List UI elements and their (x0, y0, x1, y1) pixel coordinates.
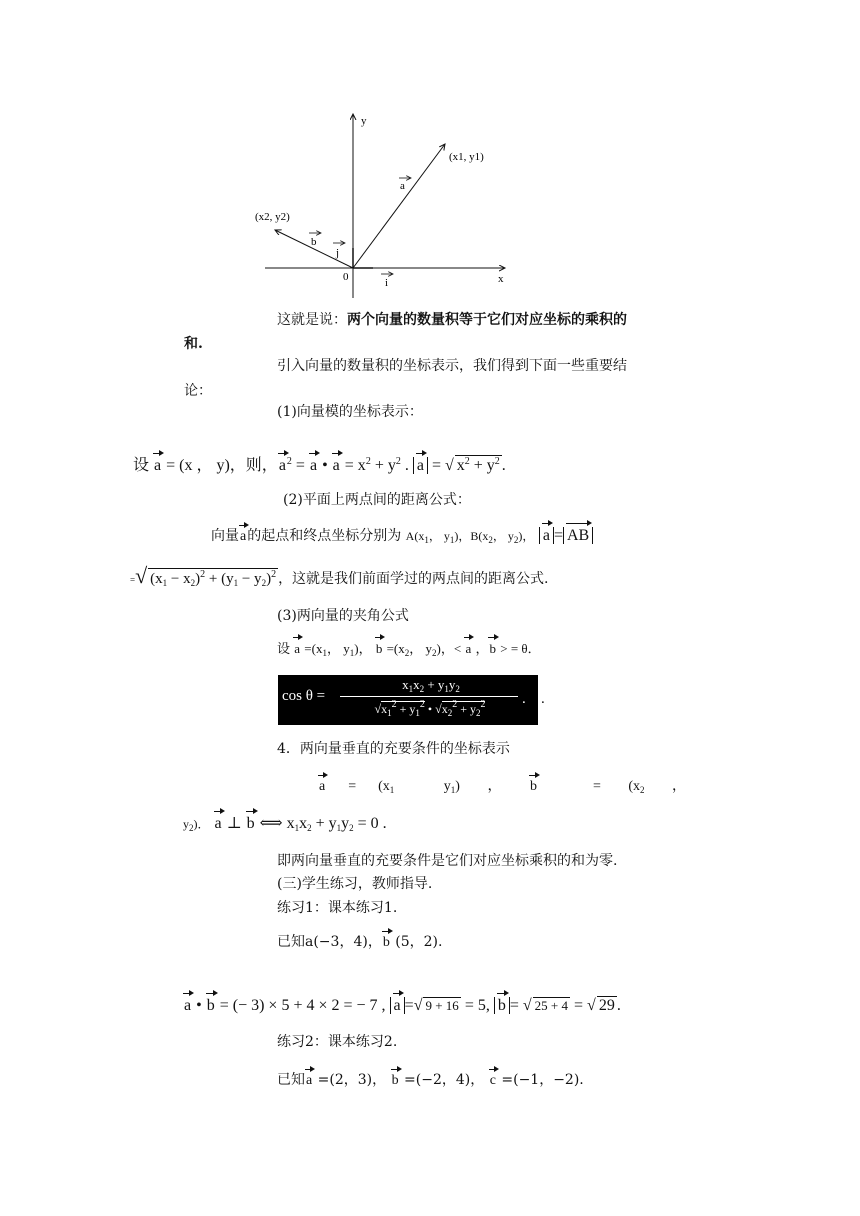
perp-conclusion: 即两向量垂直的充要条件是它们对应坐标乘积的和为零. (277, 853, 618, 869)
exercise2-given-d: =(−1，−2). (501, 1072, 584, 1088)
vector-i-label: i (385, 277, 389, 289)
exercise2-given: 已知a =(2，3)， b =(−2，4)， c =(−1，−2). (277, 1072, 584, 1088)
y-axis-label: y (361, 115, 367, 127)
exercise2-given-c: =(−2，4)， (404, 1072, 485, 1088)
statement-line (277, 309, 627, 329)
intro-cont: 论： (184, 383, 212, 399)
origin-label: 0 (343, 271, 349, 283)
vector-a-line (353, 144, 445, 268)
perp-coords-line: a = ($x_1$ $y_1$) ， b = ($x_2$ ， (319, 779, 687, 795)
point-b-label: (x2, y2) (255, 211, 290, 223)
exercise1-title: 练习1：课本练习1. (277, 900, 398, 916)
heading-distance: (2)平面上两点间的距离公式： (283, 492, 471, 508)
perp-condition: $y_2$)． a ⊥ b ⟺ $x_1x_2 + y_1y_2 = 0$ . (183, 815, 387, 833)
vector-j-label: j (336, 247, 340, 259)
exercise1-given-b: (5，2). (395, 934, 443, 950)
statement-cont: 和. (184, 336, 203, 352)
exercise2-given-a: 已知 (277, 1072, 305, 1088)
exercise2-given-b: =(2，3)， (317, 1072, 387, 1088)
vector-b-label: b (311, 236, 317, 248)
distance-formula: =√ $(x_1 - x_2)^2 + (y_1 - y_2)^2$ ，这就是我们前面学过的两点间的距离公式. (130, 563, 549, 588)
x-axis-label: x (498, 273, 504, 285)
intro-line: 引入向量的数量积的坐标表示，我们得到下面一些重要结 (277, 358, 627, 374)
statement-bold: 两个向量的数量积等于它们对应坐标的乘积的 (347, 312, 627, 328)
exercise1-given: 已知a(−3，4)，b (5，2). (277, 934, 443, 950)
cosine-formula-box: cos θ = $x_1x_2 + y_1y_2$ $√x_1^2 + y_1^2$ • $√x_2^2 + y_2^2$ . (278, 675, 538, 725)
distance-text-a: 向量 (211, 528, 239, 544)
angle-setup: 设 $a =(x_1$， $y_1$)， $b =(x_2$， $y_2$)，< a ，b > = θ． (277, 641, 541, 658)
cosine-period: . (541, 691, 545, 707)
distance-line: 向量a的起点和终点坐标分别为 $A(x_1$， $y_1$)，$B(x_2$， $y_2$)， a = AB (211, 525, 593, 545)
exercise2-title: 练习2：课本练习2. (277, 1034, 398, 1050)
distance-text-b: 的起点和终点坐标分别为 (247, 528, 402, 544)
exercise1-solution: a • b = (− 3) × 5 + 4 × 2 = − 7 , a =√ 9 + 16 = 5, b = √ 25 + 4 = √ 29 . (184, 997, 621, 1014)
exercise1-given-a: 已知a(−3，4)， (277, 934, 382, 950)
vector-diagram (255, 108, 515, 303)
statement-prefix: 这就是说： (277, 312, 347, 328)
modulus-formula: 设 a = (x ， y)，则，$a^2 = a$ • $a = x^2 + y^2$ . a = √ $x^2 + y^2$ . (133, 456, 506, 474)
heading-modulus: (1)向量模的坐标表示： (277, 404, 423, 420)
point-a-label: (x1, y1) (449, 151, 484, 163)
vector-a-label: a (400, 180, 405, 192)
heading-perpendicular: 4．两向量垂直的充要条件的坐标表示 (277, 741, 510, 757)
heading-angle: (3)两向量的夹角公式 (277, 608, 409, 624)
distance-tail: ，这就是我们前面学过的两点间的距离公式. (278, 571, 549, 587)
section-practice: (三)学生练习，教师指导. (277, 876, 433, 892)
